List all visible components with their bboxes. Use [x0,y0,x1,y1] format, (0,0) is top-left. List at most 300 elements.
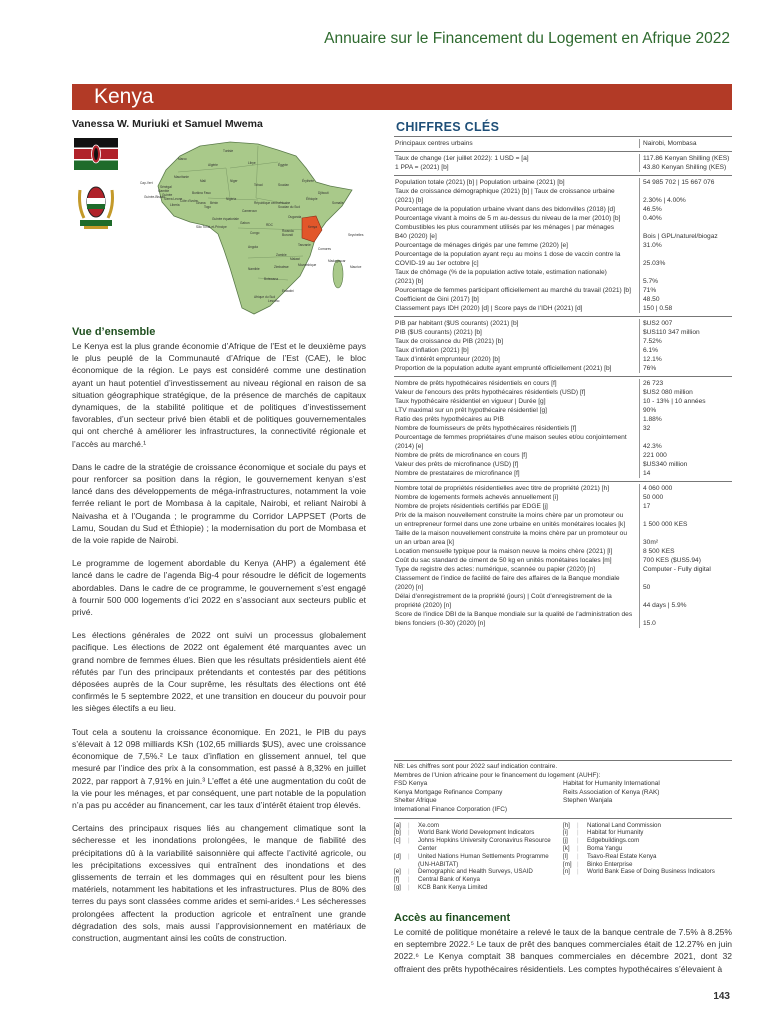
key-figure-label: Principaux centres urbains [395,140,473,147]
key-figure-label: Taux de croissance démographique (2021) [b] | Taux de croissance urbaine [395,188,615,195]
key-figure-label: 1 PPA = (2021) [b] [395,164,449,171]
access-paragraph: Le comité de politique monétaire a relevé le taux de la banque centrale de 7.5% à 8.25% en septembre 2022.⁵ Le taux de prêt des banques commerciales était de 12.27% en juin 2022.⁶ Le Kenya comptait 38 banques commerciales en décembre 2021, dont 32 offraient des prêts hypothécaires résidentiels. Les comptes hypothécaires s’élevaient à [394,927,732,974]
key-figures-row [394,379,732,388]
key-figure-label: propriété (2020) [n] [395,602,452,609]
key-figure-value: 117.86 Kenyan Shilling (KES) [639,154,732,163]
key-figures-row [394,484,732,493]
map-label: São Tomé-et-Príncipe [196,225,227,229]
source-separator: | [577,821,579,829]
key-figure-label: Nombre de prêts de microfinance en cours [f] [395,452,527,459]
source-row [563,837,732,845]
key-figure-value: 50 000 [639,493,732,502]
source-name: Habitat for Humanity [587,829,644,837]
key-figures-row [394,259,732,268]
map-label: Liberia [170,203,180,207]
source-key: [f] [394,876,400,884]
source-name: Central Bank of Kenya [418,876,480,884]
key-figures-row [394,493,732,502]
map-label: Burundi [282,233,293,237]
key-figure-value: Computer - Fully digital [639,565,732,574]
key-figure-value: 1.88% [639,415,732,424]
source-row [394,829,563,837]
map-label: Bénin [210,201,219,205]
member-item: Kenya Mortgage Refinance Company [394,788,503,796]
source-name: Edgebuildings.com [587,837,640,845]
members-title: Membres de l’Union africaine pour le financement du logement (AUHF): [394,771,601,779]
source-separator: | [577,860,579,868]
source-separator: | [577,844,579,852]
source-separator: | [408,821,410,829]
key-figures-row [394,268,732,277]
key-figures-row [394,424,732,433]
key-figures-row [394,619,732,628]
key-figure-label: Prix de la maison nouvellement construite la moins chère par un promoteur ou [395,512,624,519]
source-row [563,822,732,830]
key-figures-row [394,538,732,547]
key-figures-row [394,250,732,259]
key-figure-value [639,511,732,520]
key-figures-row [394,610,732,619]
overview-paragraph: Le Kenya est la plus grande économie d’Afrique de l’Est et le deuxième pays le plus peuplé de la Communauté d’Afrique de l’Est (CAE), le bloc économique de la région. Le pays est considéré comme une destination ayant un haut potentiel d’investissement au niveau régional en raison de sa situation géographique stratégique, de la présence de marchés de capitaux dynamiques, de la stabilité politique et de politiques d’investissement favorables, d’un secteur privé bien établi et de politiques gouvernementales qui ont cherché à améliorer les infrastructures, la connectivité régionale et l’accès au marché.¹ [72,341,366,449]
key-figure-value [639,574,732,583]
key-figure-label: Proportion de la population adulte ayant emprunté officiellement (2021) [b] [395,365,612,372]
overview-paragraph: Tout cela a soutenu la croissance économique. En 2021, le PIB du pays s’élevait à 12 098 milliards KSh (102,65 milliards $US), avec une croissance économique de 7,5%.² Le taux d’inflation en glissement annuel, tel que mesuré par l’indice des prix à la consommation, est passé à 8,32% en juillet 2022, par rapport à 7,91% en juin.³ L’effet a été une augmentation du coût de la vie pour les ménages, et par conséquent, une part notable de la population n’a pas pu accéder au financement, car les taux d’intérêt étaient trop élevés. [72,726,366,810]
key-figure-label: (2020) [n] [395,584,424,591]
key-figure-value: 2.30% | 4.00% [639,196,732,205]
map-label: Zimbabwe [274,265,289,269]
key-figure-value: 42.3% [639,442,732,451]
key-figure-value: 76% [639,364,732,373]
key-figure-value: $US340 million [639,460,732,469]
source-separator: | [577,837,579,845]
map-label: Angola [248,245,258,249]
source-key: [g] [394,883,401,891]
key-figure-value: Bois | GPL/naturel/biogaz [639,232,732,241]
coat-of-arms-icon [74,180,118,230]
key-figure-label: Délai d’enregistrement de la propriété (jours) | Coût d’enregistrement de la [395,593,612,600]
source-separator: | [408,868,410,876]
map-label: Sénégal [160,185,172,189]
source-separator: | [408,876,410,884]
members-list [394,780,732,814]
key-figure-label: Pourcentage de femmes propriétaires d’une maison seules et/ou conjointement [395,434,627,441]
key-figure-value [639,223,732,232]
key-figure-value: 8 500 KES [639,547,732,556]
key-figure-value: 43.80 Kenyan Shilling (KES) [639,163,732,172]
map-label: Comores [318,247,331,251]
map-label: Niger [230,179,238,183]
key-figures-row [394,415,732,424]
source-name: World Bank World Development Indicators [418,829,535,837]
key-figures-row [394,433,732,442]
key-figures-row [394,565,732,574]
map-label: Eswatini [282,289,294,293]
source-name: United Nations Human Settlements Programme (UN-HABITAT) [418,852,549,868]
map-label: Nigéria [226,197,237,201]
notes-nb: NB: Les chiffres sont pour 2022 sauf indication contraire. [394,763,558,770]
key-figure-value: 54 985 702 | 15 667 076 [639,178,732,187]
source-key: [k] [563,844,570,852]
map-label: Gabon [240,221,250,225]
map-label: Égypte [278,163,288,167]
map-label: Guinée équatoriale [212,217,239,221]
key-figures-row [394,397,732,406]
source-name: KCB Bank Kenya Limited [418,883,488,891]
key-figure-label: Taux d’intérêt emprunteur (2020) [b] [395,356,500,363]
member-item: FSD Kenya [394,780,428,788]
key-figures-row [394,277,732,286]
key-figures-row [394,355,732,364]
key-figure-label: Taille de la maison nouvellement construite la moins chère par un promoteur ou [395,530,628,537]
key-figure-label: Valeur de l’encours des prêts hypothécaires résidentiels (USD) [f] [395,389,586,396]
member-item: Stephen Wanjala [563,797,613,805]
access-heading: Accès au financement [394,912,511,924]
key-figure-value [639,250,732,259]
key-figures-row [394,139,732,148]
map-label: Madagascar [328,259,346,263]
key-figure-value [639,592,732,601]
key-figure-label: Location mensuelle typique pour la maison neuve la moins chère (2021) [l] [395,548,613,555]
map-label: Guinée [162,193,173,197]
key-figures-row [394,346,732,355]
map-label: Algérie [208,163,218,167]
key-figures-row [394,154,732,163]
source-name: Tsavo-Real Estate Kenya [587,852,657,860]
sources-left [394,822,563,892]
key-figure-value: 50 [639,583,732,592]
key-figures-row [394,592,732,601]
key-figure-label: Taux de change (1er juillet 2022): 1 USD = [a] [395,155,529,162]
source-row [394,822,563,830]
map-label: Soudan du Sud [278,205,300,209]
source-key: [e] [394,868,401,876]
key-figure-value: 6.1% [639,346,732,355]
map-label: Seychelles [348,233,364,237]
africa-landmass [158,142,352,314]
source-separator: | [408,829,410,837]
source-key: [b] [394,829,401,837]
source-row [563,845,732,853]
key-figure-value: 1 500 000 KES [639,520,732,529]
map-label: Tanzanie [298,243,311,247]
source-name: Demographic and Health Surveys, USAID [418,868,533,876]
key-figure-label: biens fonciers (0-30) (2020) [n] [395,620,486,627]
kenya-flag-icon [74,138,118,170]
key-figures-group [394,376,732,481]
map-label: Cameroun [242,209,257,213]
key-figures-row [394,163,732,172]
key-figure-label: Pourcentage de la population ayant reçu au moins 1 dose de vaccin contre la [395,251,621,258]
map-label: Mauritanie [174,175,189,179]
key-figures-row [394,223,732,232]
key-figure-label: Valeur des prêts de microfinance (USD) [f] [395,461,519,468]
key-figures-row [394,469,732,478]
key-figure-value: 71% [639,286,732,295]
key-figure-label: Taux hypothécaire résidentiel en vigueur | Durée [g] [395,398,546,405]
map-label: Guinée-Bissau [144,195,165,199]
key-figure-value: 7.52% [639,337,732,346]
key-figures-row [394,583,732,592]
map-label: Afrique du Sud [254,295,276,299]
source-name: Boma Yangu [587,844,623,852]
key-figure-value: 48.50 [639,295,732,304]
source-key: [h] [563,821,570,829]
source-separator: | [577,868,579,876]
source-row [563,868,732,876]
key-figures-row [394,304,732,313]
key-figure-value: Nairobi, Mombasa [639,139,732,148]
key-figures-row [394,388,732,397]
map-label: Tunisie [223,149,234,153]
map-label: Burkina Faso [192,191,211,195]
key-figure-label: (2021) [b] [395,278,424,285]
source-row [563,861,732,869]
source-separator: | [408,852,410,860]
key-figure-value: $US110 347 million [639,328,732,337]
source-row [394,853,563,869]
source-separator: | [408,883,410,891]
source-key: [i] [563,829,568,837]
map-label: Éthiopie [306,197,318,201]
key-figures-row [394,337,732,346]
key-figure-label: PIB ($US courants) (2021) [b] [395,329,482,336]
key-figure-value [639,610,732,619]
key-figure-label: PIB par habitant ($US courants) (2021) [b] [395,320,519,327]
source-separator: | [408,837,410,845]
key-figure-value: $US2 007 [639,319,732,328]
key-figures-row [394,502,732,511]
key-figures-row [394,556,732,565]
key-figure-label: un entrepreneur formel dans une zone urbaine en unités monétaires locales [k] [395,521,626,528]
key-figure-value: 14 [639,469,732,478]
key-figure-value [639,187,732,196]
key-figure-label: Combustibles les plus couramment utilisés par les ménages | par ménages [395,224,615,231]
access-body [394,926,732,986]
source-name: World Bank Ease of Doing Business Indicators [587,868,715,876]
map-label: Mozambique [298,263,317,267]
key-figures-group [394,151,732,175]
member-item: Reits Association of Kenya (RAK) [563,788,660,796]
key-figure-value: 10 - 13% | 10 années [639,397,732,406]
key-figure-value: 90% [639,406,732,415]
key-figure-label: Type de registre des actes: numérique, scannée ou papier (2020) [n] [395,566,596,573]
key-figure-label: Pourcentage de la population urbaine vivant dans des bidonvilles (2018) [d] [395,206,615,213]
map-label: Mali [200,179,206,183]
africa-map [138,138,370,320]
key-figure-label: Coût du sac standard de ciment de 50 kg en unités monétaires locales [m] [395,557,612,564]
country-banner [72,84,732,110]
page-number: 143 [713,991,730,1002]
key-figure-label: Nombre de logements formels achevés annuellement [i] [395,494,559,501]
source-name: Binko Enterprise [587,860,633,868]
key-figures-group [394,175,732,316]
key-figures-group [394,136,732,151]
key-figures-row [394,187,732,196]
map-label: Gambie [158,189,170,193]
map-label: RDC [266,223,273,227]
key-figure-value [639,529,732,538]
key-figure-value: 30m² [639,538,732,547]
key-figure-value: 25.03% [639,259,732,268]
key-figure-value: 221 000 [639,451,732,460]
key-figure-value: 15.0 [639,619,732,628]
source-name: Xe.com [418,821,439,829]
key-figures-row [394,364,732,373]
key-figure-label: COVID-19 au 1er octobre [c] [395,260,479,267]
key-figure-value: 4 060 000 [639,484,732,493]
country-title: Kenya [94,85,154,108]
key-figure-value: 0.40% [639,214,732,223]
key-figure-label: Nombre de fournisseurs de prêts hypothécaires résidentiels [f] [395,425,577,432]
map-label: Lesotho [268,299,280,303]
key-figure-label: un an urban area [k] [395,539,455,546]
key-figure-label: Pourcentage de ménages dirigés par une femme (2020) [e] [395,242,569,249]
member-item: Shelter Afrique [394,797,437,805]
source-key: [l] [563,852,568,860]
key-figures-row [394,232,732,241]
map-label: République centrafricaine [254,201,291,205]
key-figures-row [394,451,732,460]
key-figure-label: Nombre de prêts hypothécaires résidentiels en cours [f] [395,380,557,387]
source-row [394,837,563,853]
key-figures-row [394,328,732,337]
key-figure-value: 700 KES ($US5.94) [639,556,732,565]
map-label: Côte d'Ivoire [180,199,198,203]
map-label: Sierra Leone [164,197,183,201]
key-figure-value: 46.5% [639,205,732,214]
key-figures-row [394,601,732,610]
key-figures-row [394,511,732,520]
map-label: Namibie [248,267,260,271]
source-separator: | [577,852,579,860]
sources-list [394,818,732,892]
source-row [563,853,732,861]
source-key: [n] [563,868,570,876]
map-label: Ghana [196,201,206,205]
key-figure-label: B40 (2020) [e] [395,233,437,240]
overview-paragraph: Certains des principaux risques liés au changement climatique sont la sécheresse et les inondations prolongées, le manque de fiabilité des précipitations dû à la variabilité saisonnière qui affecte l’activité agricole, ou les précipitations excessives qui entraînent des inondations et des glissements de terrain et les dommages qui en résultent pour les biens matériels, notamment les habitations et les infrastructures. Plus de 80% des terres du pays sont classées comme arides et semi-arides.⁴ Les sécheresses prolongées affectent la production agricole et entraînent une grande dégradation des sols, mais aussi l’approvisionnement en matériaux de construction, augmentant ainsi les coûts de construction. [72,823,366,943]
key-figures-row [394,529,732,538]
key-figures-table [394,136,732,631]
key-figure-value: 44 days | 5.9% [639,601,732,610]
map-label: Ouganda [288,215,302,219]
source-key: [a] [394,821,401,829]
key-figure-label: Population totale (2021) [b] | Population urbaine (2021) [b] [395,179,565,186]
map-label: Zambie [276,253,287,257]
key-figure-label: Taux de chômage (% de la population active totale, estimation nationale) [395,269,607,276]
source-row [563,829,732,837]
key-figures-row [394,319,732,328]
key-figure-value: 5.7% [639,277,732,286]
key-figures-row [394,295,732,304]
key-figures-row [394,286,732,295]
map-label: Botswana [264,277,278,281]
source-row [394,868,563,876]
source-name: Johns Hopkins University Coronavirus Resource Center [418,837,551,852]
overview-paragraph: Les élections générales de 2022 ont suivi un processus globalement pacifique. Les élections de 2022 ont également été marquantes avec un grand nombre de femmes élues. Bien que les résultats présidentiels aient été réfutés par l’un des principaux prétendants et contestés par des pétitions déposées auprès de la Cour suprême, les résultats des élections ont été confirmés le 5 septembre 2022, et une transition en douceur du pouvoir pour les sièges électifs a eu lieu. [72,630,366,714]
key-figures-row [394,241,732,250]
source-row [394,884,563,892]
key-figure-label: Pourcentage de femmes participant officiellement au marché du travail (2021) [b] [395,287,631,294]
key-figure-value: 17 [639,502,732,511]
map-label: Somalie [332,201,344,205]
key-figures-row [394,196,732,205]
key-figures-title: CHIFFRES CLÉS [396,120,500,134]
key-figure-label: Score de l’indice DBI de la Banque mondiale sur la qualité de l’administration des [395,611,633,618]
madagascar-shape [333,260,343,288]
sources-right [563,822,732,892]
map-label: Cap-Vert [140,181,153,185]
source-key: [m] [563,860,572,868]
map-label: Djibouti [318,191,329,195]
map-label: Érythrée [302,179,315,183]
key-figures-row [394,178,732,187]
key-figure-label: Nombre de prestataires de microfinance [f] [395,470,520,477]
map-label: Tchad [254,183,263,187]
source-key: [c] [394,837,401,845]
overview-heading: Vue d’ensemble [72,326,156,338]
key-figure-value: 26 723 [639,379,732,388]
key-figures-row [394,406,732,415]
notes-block [394,760,732,892]
map-label: Kenya [308,225,318,229]
key-figure-value [639,268,732,277]
source-key: [d] [394,852,401,860]
map-label: Libye [248,161,256,165]
running-header: Annuaire sur le Financement du Logement en Afrique 2022 [324,30,730,47]
key-figure-value: $US2 080 million [639,388,732,397]
map-label: Maroc [178,157,187,161]
key-figure-label: Nombre total de propriétés résidentielles avec titre de propriété (2021) [h] [395,485,610,492]
map-label: Rwanda [282,229,294,233]
key-figure-label: (2014) [e] [395,443,424,450]
map-label: Togo [204,205,211,209]
key-figure-value: 32 [639,424,732,433]
overview-paragraph: Dans le cadre de la stratégie de croissance économique et sociale du pays et pour renforcer sa position dans la région, le gouvernement kenyan s’est lancé dans des développements de méga-infrastructures, notamment la voie ferrée reliant le port de Mombasa à la capitale, Nairobi, et reliant Nairobi à Naivasha et à l’Ouganda ; le programme du Corridor LAPPSET (Ports de Lamu, Soudan du Sud et Éthiopie) ; la modernisation du port de Mombasa et de la voie rapide de Nairobi. [72,461,366,546]
key-figure-label: Coefficient de Gini (2017) [b] [395,296,479,303]
map-label: Soudan [278,183,289,187]
key-figure-label: Classement de l’indice de facilité de faire des affaires de la Banque mondiale [395,575,620,582]
key-figures-row [394,574,732,583]
key-figures-row [394,205,732,214]
source-separator: | [577,829,579,837]
key-figures-row [394,520,732,529]
key-figures-row [394,214,732,223]
member-item: Habitat for Humanity International [563,780,660,788]
key-figure-label: Taux de croissance du PIB (2021) [b] [395,338,504,345]
key-figures-group [394,481,732,631]
key-figure-value: 12.1% [639,355,732,364]
key-figure-label: LTV maximal sur un prêt hypothécaire résidentiel [g] [395,407,547,414]
overview-paragraph: Le programme de logement abordable du Kenya (AHP) a également été lancé dans le cadre de l’agenda Big-4 pour résoudre le déficit de logements abordables. Dans le cadre de ce programme, le gouvernement s’est engagé à fournir 500 000 logements d’ici 2022 en s’associant aux secteurs public et privé. [72,558,366,618]
map-label: Malawi [290,257,300,261]
key-figure-value: 31.0% [639,241,732,250]
key-figure-label: Classement pays IDH (2020) [d] | Score pays de l’IDH (2021) [d] [395,305,583,312]
source-name: National Land Commission [587,821,661,829]
key-figure-label: Taux d’inflation (2021) [b] [395,347,469,354]
key-figures-row [394,442,732,451]
source-key: [j] [563,837,568,845]
map-label: Congo [250,231,260,235]
overview-body [72,340,366,955]
key-figure-label: (2021) [b] [395,197,424,204]
key-figure-label: Nombre de projets résidentiels certifiés par EDGE [j] [395,503,548,510]
key-figure-label: Pourcentage vivant à moins de 5 m au-dessus du niveau de la mer (2010) [b] [395,215,621,222]
key-figure-value [639,433,732,442]
key-figures-group [394,316,732,376]
key-figure-label: Ratio des prêts hypothécaires au PIB [395,416,504,423]
key-figures-row [394,547,732,556]
